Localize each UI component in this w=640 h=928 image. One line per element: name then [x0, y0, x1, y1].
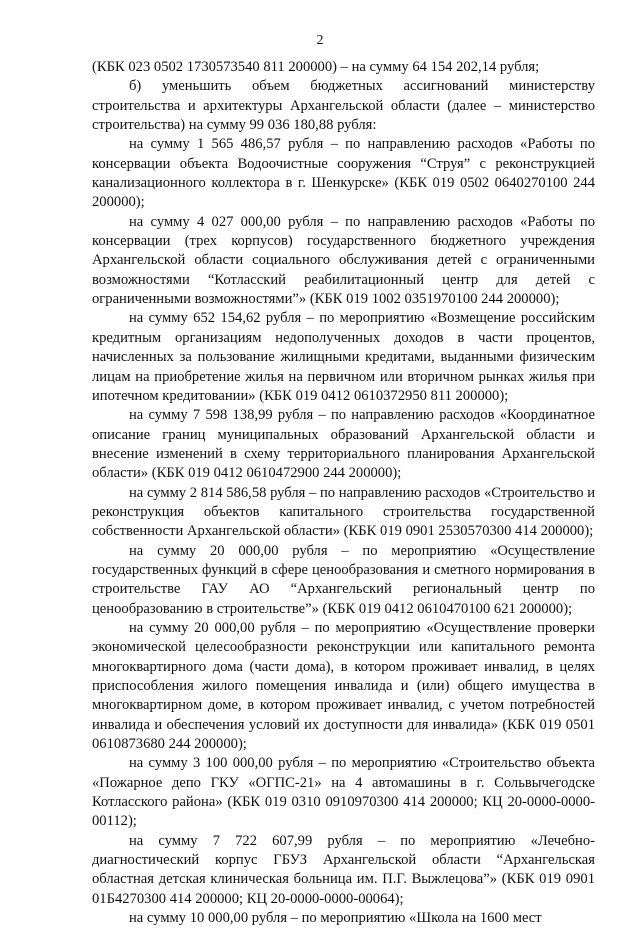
paragraph-disabled-housing-check: на сумму 20 000,00 рубля – по мероприятию «Осуществление проверки экономической целесообразности реконструкции или капитального ремонта многоквартирного дома (части дома), в котором проживает инвалид, в целях приспособления жилого помещения инвалида и (или) общего имущества в многоквартирном доме, в котором проживает инвалид, с учетом потребностей инвалида и обеспечения условий их доступности для инвалида» (КБК 019 0501 0610873680 244 200000);	[92, 619, 595, 753]
paragraph-capital-construction: на сумму 2 814 586,58 рубля – по направлению расходов «Строительство и реконструкция объектов капитального строительства государственной собственности Архангельской области» (КБК 019 0901 2530570300 414 200000);	[92, 484, 595, 540]
paragraph-shenkursk-water-treatment: на сумму 1 565 486,57 рубля – по направлению расходов «Работы по консервации объекта Водоочистные сооружения “Струя” с реконструкцией канализационного коллектора в г. Шенкурске» (КБК 019 0502 0640270100 244 200000);	[92, 136, 595, 211]
paragraph-kotlas-rehab-center: на сумму 4 027 000,00 рубля – по направлению расходов «Работы по консервации (трех корпусов) государственного бюджетного учреждения Архангельской области социального обслуживания детей с ограниченными возможностями “Котласский реабилитационный центр для детей с ограниченными возможностями”» (КБК 019 1002 0351970100 244 200000);	[92, 213, 595, 308]
document-body	[92, 58, 595, 928]
paragraph-children-hospital: на сумму 7 722 607,99 рубля – по мероприятию «Лечебно-диагностический корпус ГБУЗ Архангельской области “Архангельская областная детская клиническая больница им. П.Г. Выжлецова”» (КБК 019 0901 01Б4270300 414 200000; КЦ 20-0000-0000-00064);	[92, 832, 595, 907]
page-number: 2	[316, 33, 324, 48]
paragraph-pricing-center: на сумму 20 000,00 рубля – по мероприятию «Осуществление государственных функций в сфере ценообразования и сметного нормирования в строительстве ГАУ АО “Архангельский региональный центр по ценообразованию в строительстве”» (КБК 019 0412 0610470100 621 200000);	[92, 542, 595, 617]
paragraph-municipal-boundaries: на сумму 7 598 138,99 рубля – по направлению расходов «Координатное описание границ муниципальных образований Архангельской области и внесение изменений в схему территориального планирования Архангельской области» (КБК 019 0412 0610472900 244 200000);	[92, 407, 595, 482]
paragraph-fire-station: на сумму 3 100 000,00 рубля – по мероприятию «Строительство объекта «Пожарное депо ГКУ «ОГПС-21» на 4 автомашины в г. Сольвычегодске Котласского района» (КБК 019 0310 0910970300 414 200000; КЦ 20-0000-0000-00112);	[92, 755, 595, 830]
paragraph-reduce-allocations: б) уменьшить объем бюджетных ассигнований министерству строительства и архитектуры Архангельской области (далее – министерство строительства) на сумму 99 036 180,88 рубля:	[92, 78, 595, 134]
paragraph-kbk-continuation: (КБК 023 0502 1730573540 811 200000) – на сумму 64 154 202,14 рубля;	[92, 59, 540, 75]
paragraph-mortgage-compensation: на сумму 652 154,62 рубля – по мероприятию «Возмещение российским кредитным организациям недополученных доходов в части процентов, начисленных за пользование жилищными кредитами, выданными физическим лицам на приобретение жилья на первичном или вторичном рынках жилья при ипотечном кредитовании» (КБК 019 0412 0610372950 811 200000);	[92, 310, 595, 404]
paragraph-school: на сумму 10 000,00 рубля – по мероприятию «Школа на 1600 мест	[129, 910, 542, 927]
